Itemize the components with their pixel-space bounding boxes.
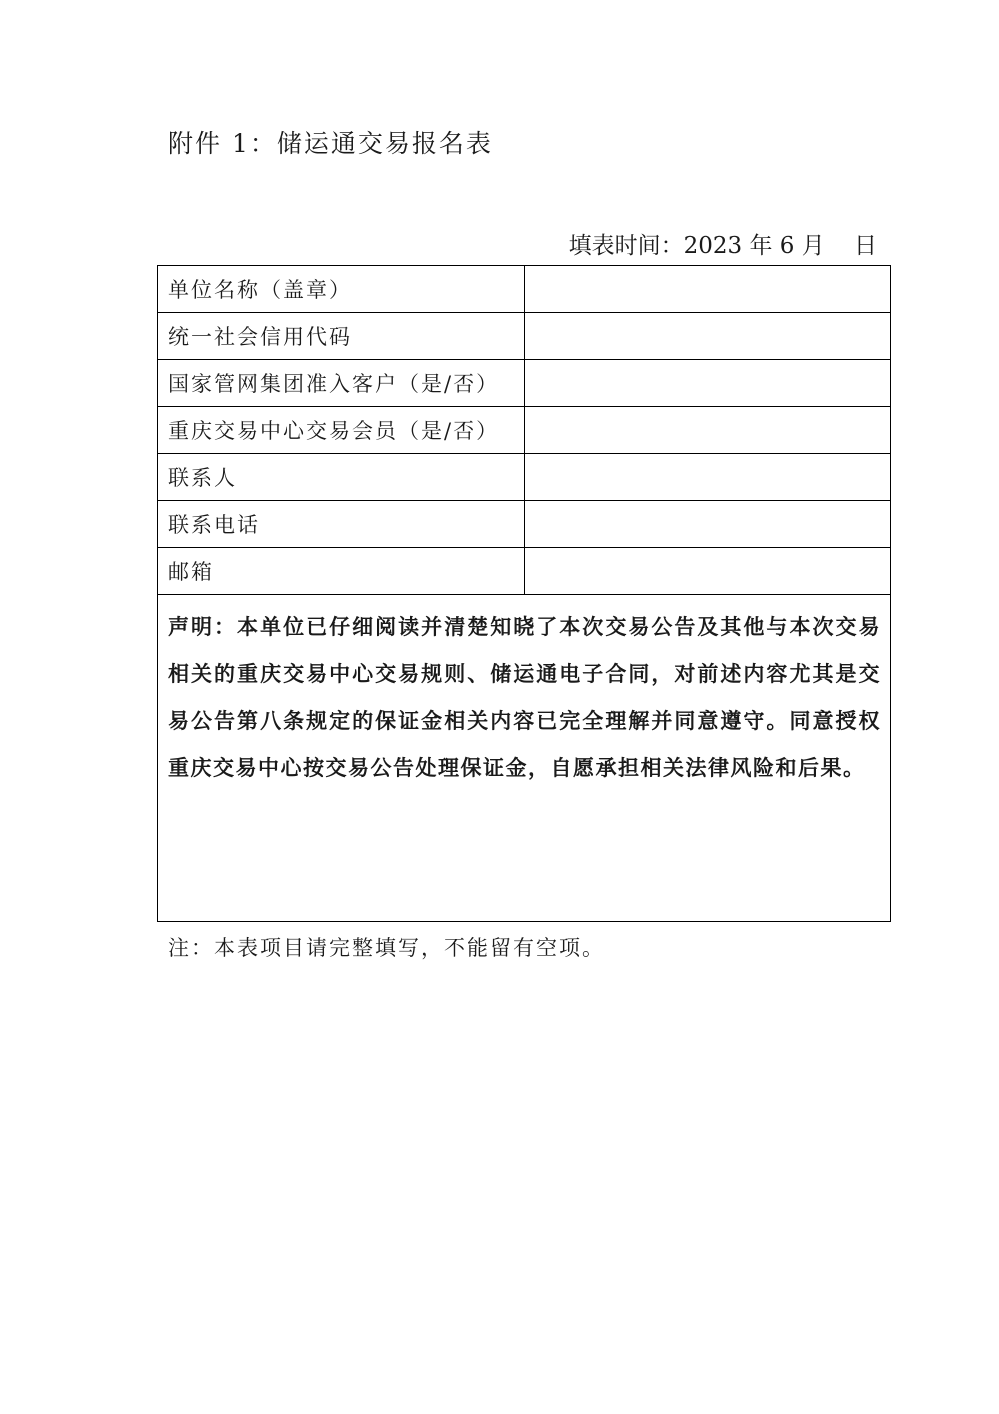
field-label-company-name: 单位名称（盖章） xyxy=(158,266,525,313)
table-row xyxy=(158,266,891,313)
field-label-contact-person: 联系人 xyxy=(158,454,525,501)
field-value-pipeline-customer[interactable] xyxy=(525,360,891,407)
field-value-contact-person[interactable] xyxy=(525,454,891,501)
table-row xyxy=(158,407,891,454)
declaration-cell xyxy=(158,595,891,922)
field-value-email[interactable] xyxy=(525,548,891,595)
field-label-contact-phone: 联系电话 xyxy=(158,501,525,548)
declaration-text: 声明：本单位已仔细阅读并清楚知晓了本次交易公告及其他与本次交易相关的重庆交易中心交易规则、储运通电子合同，对前述内容尤其是交易公告第八条规定的保证金相关内容已完全理解并同意遵守。同意授权重庆交易中心按交易公告处理保证金，自愿承担相关法律风险和后果。 xyxy=(168,614,881,780)
document-title: 附件 1：储运通交易报名表 xyxy=(168,129,493,158)
table-row xyxy=(158,501,891,548)
table-row xyxy=(158,360,891,407)
table-row xyxy=(158,548,891,595)
field-value-exchange-member[interactable] xyxy=(525,407,891,454)
field-label-pipeline-customer: 国家管网集团准入客户（是/否） xyxy=(158,360,525,407)
fill-time: 填表时间：2023 年 6 月 日 xyxy=(568,233,877,259)
field-value-company-name[interactable] xyxy=(525,266,891,313)
field-label-email: 邮箱 xyxy=(158,548,525,595)
table-row xyxy=(158,313,891,360)
table-row xyxy=(158,454,891,501)
field-label-exchange-member: 重庆交易中心交易会员（是/否） xyxy=(158,407,525,454)
field-value-credit-code[interactable] xyxy=(525,313,891,360)
field-value-contact-phone[interactable] xyxy=(525,501,891,548)
declaration-row xyxy=(158,595,891,922)
footnote: 注：本表项目请完整填写，不能留有空项。 xyxy=(168,936,605,960)
registration-form-table xyxy=(157,265,891,922)
field-label-credit-code: 统一社会信用代码 xyxy=(158,313,525,360)
